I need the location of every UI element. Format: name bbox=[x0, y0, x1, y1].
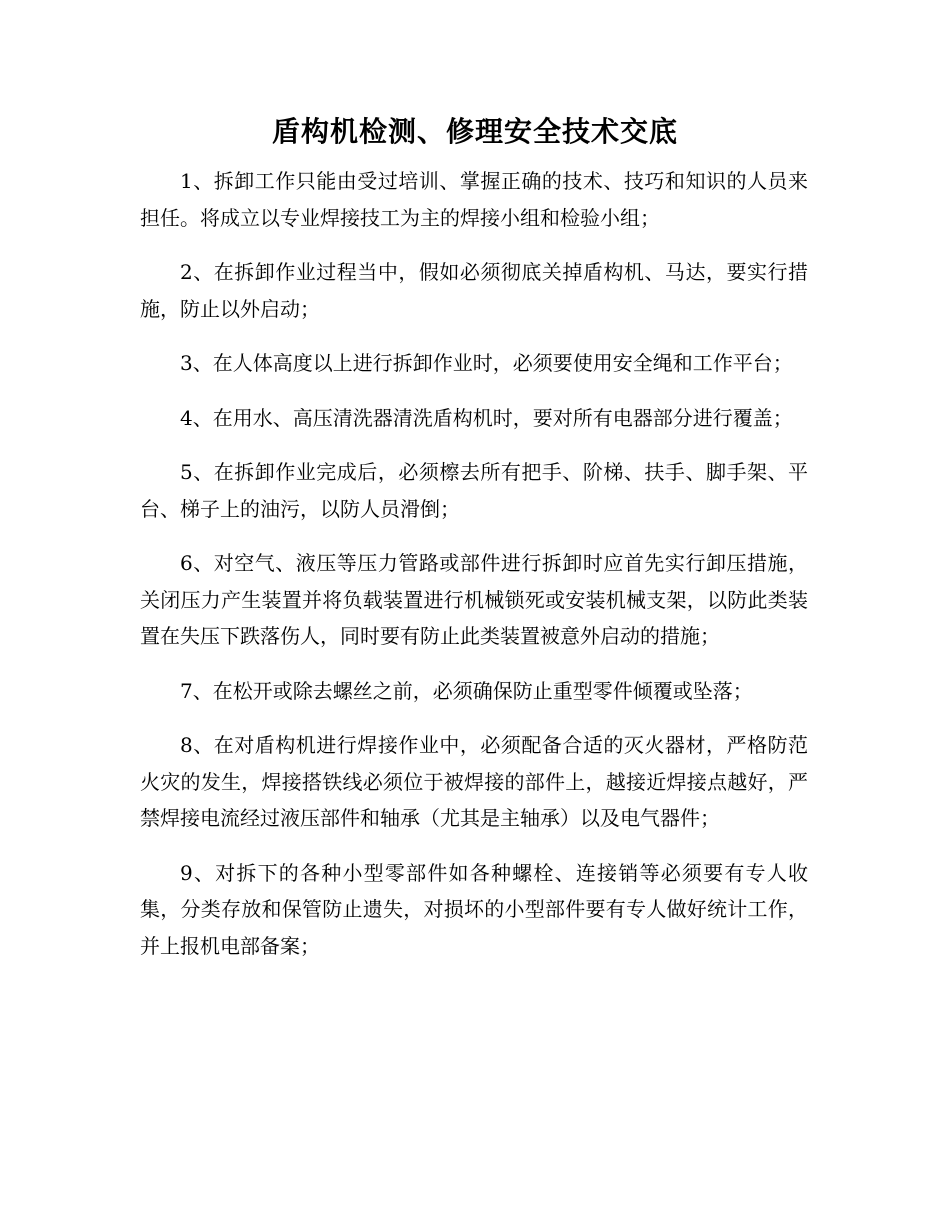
paragraph-9: 9、对拆下的各种小型零部件如各种螺栓、连接销等必须要有专人收集，分类存放和保管防止遗失，对损坏的小型部件要有专人做好统计工作，并上报机电部备案； bbox=[140, 860, 808, 958]
paragraph-6: 6、对空气、液压等压力管路或部件进行拆卸时应首先实行卸压措施，关闭压力产生装置并将负载装置进行机械锁死或安装机械支架，以防此类装置在失压下跌落伤人，同时要有防止此类装置被意外启动的措施； bbox=[140, 551, 808, 648]
paragraph-8: 8、在对盾构机进行焊接作业中，必须配备合适的灭火器材，严格防范火灾的发生，焊接搭铁线必须位于被焊接的部件上，越接近焊接点越好，严禁焊接电流经过液压部件和轴承（尤其是主轴承）以及电气器件； bbox=[140, 733, 808, 830]
paragraph-1: 1、拆卸工作只能由受过培训、掌握正确的技术、技巧和知识的人员来担任。将成立以专业焊接技工为主的焊接小组和检验小组； bbox=[140, 169, 808, 230]
paragraph-3: 3、在人体高度以上进行拆卸作业时，必须要使用安全绳和工作平台； bbox=[180, 351, 793, 375]
paragraph-7: 7、在松开或除去螺丝之前，必须确保防止重型零件倾覆或坠落； bbox=[180, 678, 753, 703]
paragraph-4: 4、在用水、高压清洗器清洗盾构机时，要对所有电器部分进行覆盖； bbox=[180, 405, 793, 430]
document-title: 盾构机检测、修理安全技术交底 bbox=[271, 115, 678, 148]
paragraph-5: 5、在拆卸作业完成后，必须檫去所有把手、阶梯、扶手、脚手架、平台、梯子上的油污，以防人员滑倒； bbox=[140, 460, 808, 521]
document-body bbox=[140, 163, 808, 982]
paragraph-2: 2、在拆卸作业过程当中，假如必须彻底关掉盾构机、马达，要实行措施，防止以外启动； bbox=[140, 260, 808, 321]
